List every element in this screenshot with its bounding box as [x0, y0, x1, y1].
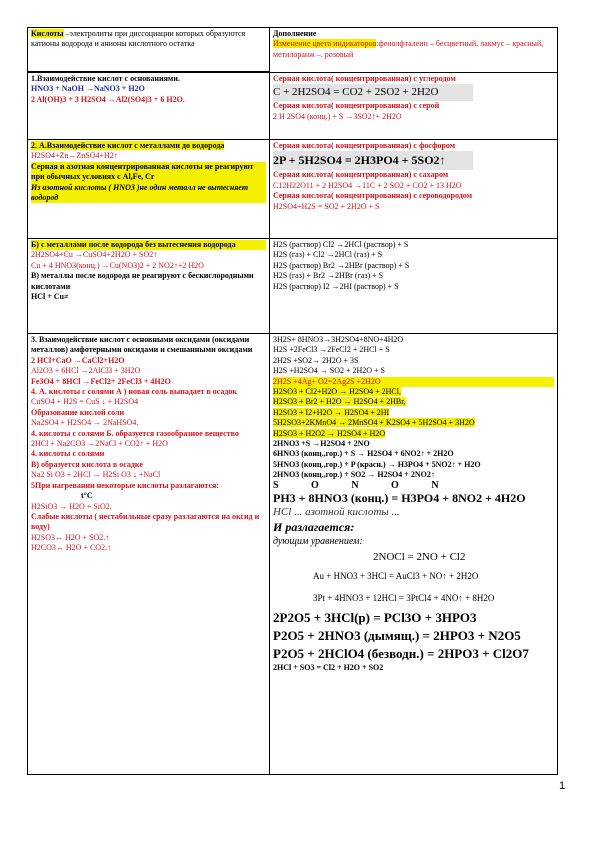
- sulfuric-carbon-title: Серная кислота( концентрированная) с углеродом: [273, 74, 456, 83]
- after-h-left-cell: [28, 239, 270, 334]
- metals-right-cell: [270, 140, 558, 239]
- header-row: [28, 28, 558, 72]
- scanned-text: дующим уравнением:: [273, 536, 363, 548]
- salts-heading: 4. А. кислоты с солями А ) новая соль выпадает в осадок: [31, 387, 237, 397]
- redox-line: 2H2S +SO2→ 2H2O + 3S: [273, 355, 359, 365]
- sulfuric-h2s-title: Серная кислота( концентрированная) с сероводородом: [273, 191, 473, 201]
- indicator-text: [273, 39, 554, 60]
- header-left-text: –электролиты при диссоциации которых образуются катионы водорода и анионы кислотного остатка: [31, 29, 246, 49]
- oxides-left-cell: [28, 334, 270, 775]
- header-left-cell: [28, 28, 270, 72]
- phosphorus-oxide-eq: P2O5 + 2HNO3 (дымящ.) = 2HPO3 + N2O5: [273, 628, 521, 644]
- redox-line: H2SO3 + Br2 + H2O → H2SO4 + 2HBr,: [273, 397, 406, 407]
- conc-acids-note: Серная и азотная концентрированная кислоты не реагируют при обычных условиях с Al,Fe, Cr: [31, 162, 266, 183]
- scanned-eq: Au + HNO3 + 3HCl = AuCl3 + NO↑ + 2H2O: [313, 571, 479, 582]
- oxides-eq: Al2O3 + 6HCl →2AlCl3 + 3H2O: [31, 366, 141, 376]
- indicator-label: Изменение цвета индикаторов: [273, 39, 377, 49]
- scanned-text: HCl ... азотной кислоты ...: [273, 506, 400, 519]
- redox-line: 3H2S+ 8HNO3→3H2SO4+8NO+4H2O: [273, 335, 404, 344]
- bases-left-cell: [28, 73, 270, 140]
- sulfuric-sulfur-title: Серная кислота( концентрированная) с серой: [273, 101, 440, 111]
- page-number: 1: [559, 780, 566, 792]
- heating-heading: 5При нагревании некоторые кислоты разлагаются:: [31, 480, 219, 490]
- metals-left-cell: [28, 140, 270, 239]
- redox-line: H2SO3 + H2O2 → H2SO4 + H2O: [273, 428, 386, 438]
- salts-heading: 4. кислоты с солями: [31, 449, 105, 459]
- sulfuric-phosphorus-eq: 2P + 5H2SO4 = 2H3PO4 + 5SO2↑: [273, 151, 473, 170]
- row-after-hydrogen: [28, 239, 558, 334]
- redox-line: 2H2S +4Ag+ O2=2Ag2S +2H2O: [273, 377, 554, 387]
- indicator-colors: :фенолфталеин – бесцветный, лакмус – красный, метилоранж –. розовый: [273, 39, 544, 59]
- oxidation-states-row: S O N O N: [273, 479, 439, 491]
- scanned-eq: 3Pt + 4HNO3 + 12HCl = 3PtCl4 + 4NO↑ + 8H2O: [313, 593, 495, 604]
- redox-line: H2SO3 + I2+H2O → H2SO4 + 2HI: [273, 407, 390, 417]
- h2s-line: H2S (газ) + Br2 →2HBr (газ) + S: [273, 271, 384, 281]
- sulfuric-carbon-eq: C + 2H2SO4 = CO2 + 2SO2 + 2H2O: [273, 84, 473, 101]
- header-right-cell: [270, 28, 558, 73]
- sulfuric-sugar-title: Серная кислота( концентрированная) с сахаром: [273, 170, 449, 180]
- oxides-right-cell: [270, 334, 558, 775]
- header-right-title: Дополнение: [273, 29, 317, 38]
- oxides-heading: 3. Взаимодействие кислот с основными оксидами (оксидами металлов) амфотерными оксидами и смешанными оксидами: [31, 335, 253, 355]
- sulfuric-sugar-eq: C12H22O11 + 2 H2SO4 →11C + 2 SO2 + CO2 + 13 H2O: [273, 180, 462, 190]
- metals-eq: H2SO4+Zn→ZnSO4+H2↑: [31, 151, 118, 161]
- weak-acids-eq: H2SO3↔ H2O + SO2.↑: [31, 532, 110, 542]
- weak-acids-eq: H2CO3↔ H2O + CO2.↑: [31, 543, 112, 553]
- h2s-line: H2S (раствор) I2 →2HI (раствор) + S: [273, 281, 399, 291]
- h2s-line: H2S (раствор) Br2 →2HBr (раствор) + S: [273, 260, 410, 270]
- oxides-eq: 2 HCl+CaO →CaCl2+H2O: [31, 355, 125, 365]
- bases-heading: 1.Взаимодействие кислот с основаниями.: [31, 74, 180, 83]
- hcl-so3-eq: 2HCl + SO3 = Cl2 + H2O + SO2: [273, 663, 384, 673]
- acids-table: [27, 27, 558, 775]
- salts-eq: 2HCl + Na2CO3 →2NaCl + CO2↑ + H2O: [31, 439, 168, 449]
- h2s-line: H2S (раствор) Cl2 →2HCl (раствор) + S: [273, 240, 409, 249]
- gas-heading: 4. кислоты с солями Б. образуется газообразное вещество: [31, 428, 239, 438]
- h2s-line: H2S (газ) + Cl2 →2HCl (газ) + S: [273, 250, 383, 260]
- scanned-text: И разлагается:: [273, 520, 355, 535]
- row-metals: [28, 140, 558, 239]
- salts-eq: Na2 Si O3 + 2HCl → H2Si O3 ↓ +NaCl: [31, 470, 161, 480]
- redox-line: H2SO3 + Cl2+H2O → H2SO4 + 2HCl,: [273, 387, 401, 397]
- temperature-label: t°C: [81, 491, 93, 501]
- after-h-note: В) металлы после водорода не реагируют с бескислородными кислотами: [31, 271, 254, 291]
- redox-line: 5H2SO3+2KMnO4 → 2MnSO4 + K2SO4 + 5H2SO4 + 3H2O: [273, 418, 475, 428]
- nitric-note: Из азотной кислоты ( HNO3 )не один металл не вытесняет водород: [31, 183, 266, 204]
- scanned-eq: 2NOCl = 2NO + Cl2: [373, 551, 466, 564]
- sulfuric-phosphorus-title: Серная кислота( концентрированная) с фосфором: [273, 141, 456, 150]
- nitric-line: 6HNO3 (конц.,гор.) + S → H2SO4 + 6NO2↑ + 2H2O: [273, 449, 454, 459]
- redox-line: H2S +H2SO4 → SO2 + 2H2O + S: [273, 366, 385, 376]
- after-h-heading: Б) с металлами после водорода без вытеснения водорода: [31, 240, 266, 250]
- header-left-title: Кислоты: [31, 29, 64, 38]
- after-h-eq-2: Cu + 4 HNO3(конц.) →Cu(NO3)2 + 2 NO2↑+2 H2O: [31, 260, 204, 270]
- row-bases: [28, 73, 558, 140]
- sulfuric-sulfur-eq: 2 H 2SO4 (конц.) + S →3SO2↑+ 2H2O: [273, 111, 402, 121]
- salts-eq: Na2SO4 + H2SO4 → 2NaHSO4.: [31, 418, 139, 428]
- oxides-eq: Fe3O4 + 8HCl →FeCl2+ 2FeCl3 + 4H2O: [31, 376, 171, 386]
- nitric-line: 2HNO3 (конц.,гор.) + SO2 → H2SO4 + 2NO2↑: [273, 470, 435, 480]
- metals-heading: [31, 141, 266, 162]
- weak-acids-heading: Слабые кислоты ( нестабильные сразу разлагаются на оксид и воду): [31, 511, 260, 532]
- after-h-right-cell: [270, 239, 558, 334]
- nitric-line: 5HNO3 (конц.,гор.) + P (красн.) → H3PO4 + 5NO2↑ + H2O: [273, 459, 481, 469]
- salts-eq: CuSO4 + H2S = CuS ↓ + H2SO4: [31, 397, 139, 407]
- phosphorus-oxide-eq: P2O5 + 2HClO4 (безводн.) = 2HPO3 + Cl2O7: [273, 646, 529, 662]
- phosphorus-oxide-eq: 2P2O5 + 3HCl(p) = PCl3O + 3HPO3: [273, 610, 477, 626]
- nitric-line: 2HNO3 +S →H2SO4 + 2NO: [273, 439, 370, 449]
- sulfuric-h2s-eq: H2SO4+H2S = SO2 + 2H2O + S: [273, 201, 380, 211]
- bases-right-cell: [270, 73, 558, 140]
- after-h-eq-3: HCl + Cu≠: [31, 292, 69, 302]
- after-h-eq-1: 2H2SO4+Cu →CuSO4+2H2O + SO2↑: [31, 250, 158, 260]
- redox-line: H2S +2FeCl3 →2FeCl2 + 2HCl + S: [273, 345, 390, 355]
- bases-eq-2: 2 Al(OH)3 + 3 H2SO4 →Al2(SO4)3 + 6 H2O.: [31, 94, 185, 104]
- precipitate-heading: В) образуется кислота в осадке: [31, 459, 143, 469]
- bases-eq-1: HNO3 + NaOH →NaNO3 + H2O: [31, 84, 145, 94]
- row-oxides: [28, 334, 558, 775]
- scanned-eq: PH3 + 8HNO3 (конц.) = H3PO4 + 8NO2 + 4H2O: [273, 491, 526, 506]
- heating-eq: H2SiO3 → H2O + SiO2.: [31, 501, 112, 511]
- acid-salt-heading: Образование кислой соли: [31, 407, 125, 417]
- metals-heading-text: 2. А.Взаимодействие кислот с металлами до водорода: [31, 141, 225, 150]
